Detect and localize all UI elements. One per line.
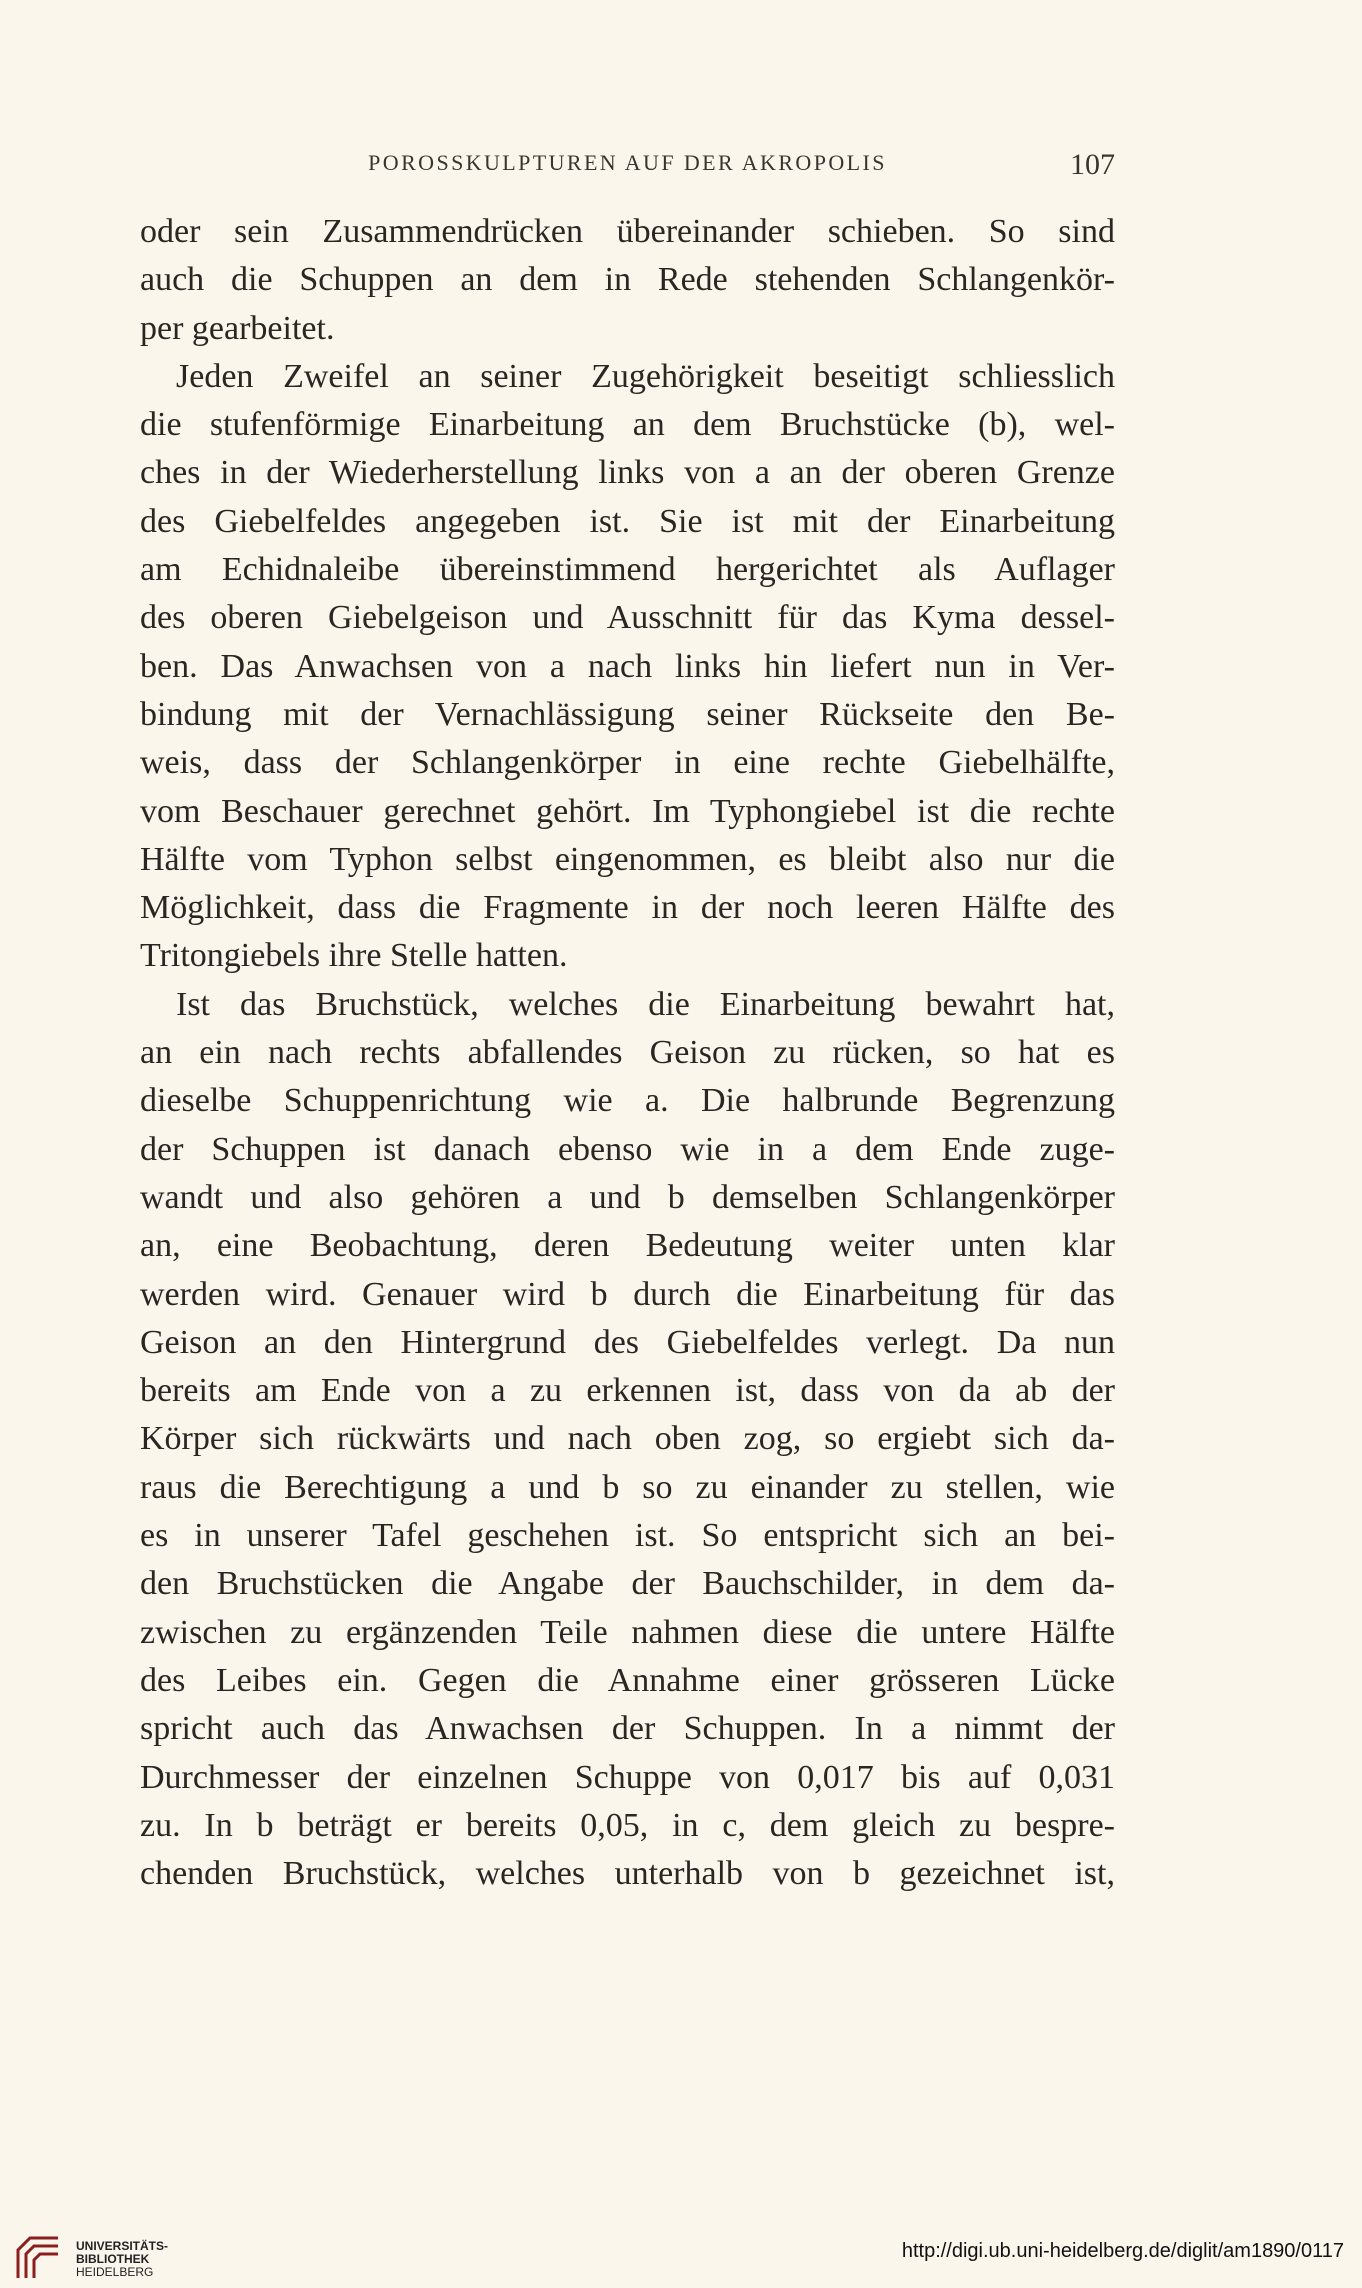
running-head [140, 150, 1115, 190]
text-line: an ein nach rechts abfallendes Geison zu rücken, so hat es [140, 1034, 1115, 1072]
text-line: Möglichkeit, dass die Fragmente in der noch leeren Hälfte des [140, 889, 1115, 927]
text-line: per gearbeitet. [140, 309, 335, 347]
text-line: den Bruchstücken die Angabe der Bauchschilder, in dem da- [140, 1565, 1115, 1603]
text-line: Tritongiebels ihre Stelle hatten. [140, 937, 568, 975]
library-line-2: BIBLIOTHEK [76, 2252, 150, 2266]
text-line: des Leibes ein. Gegen die Annahme einer grösseren Lücke [140, 1661, 1115, 1699]
text-line: des Giebelfeldes angegeben ist. Sie ist mit der Einarbeitung [140, 502, 1115, 540]
text-line: chenden Bruchstück, welches unterhalb von b gezeichnet ist, [140, 1855, 1115, 1893]
text-line: der Schuppen ist danach ebenso wie in a dem Ende zuge- [140, 1130, 1115, 1168]
text-line: vom Beschauer gerechnet gehört. Im Typhongiebel ist die rechte [140, 792, 1115, 830]
library-name [76, 2240, 168, 2279]
footer [0, 2228, 1362, 2288]
body-text [140, 208, 1115, 1898]
text-line: wandt und also gehören a und b demselben Schlangenkörper [140, 1178, 1115, 1216]
text-line: Jeden Zweifel an seiner Zugehörigkeit beseitigt schliesslich [176, 357, 1115, 395]
text-line: zu. In b beträgt er bereits 0,05, in c, dem gleich zu bespre- [140, 1806, 1115, 1844]
text-line: bindung mit der Vernachlässigung seiner Rückseite den Be- [140, 695, 1115, 733]
text-line: weis, dass der Schlangenkörper in eine rechte Giebelhälfte, [140, 744, 1115, 782]
text-line: an, eine Beobachtung, deren Bedeutung weiter unten klar [140, 1227, 1115, 1265]
library-logo-icon [14, 2234, 60, 2280]
text-line: Durchmesser der einzelnen Schuppe von 0,017 bis auf 0,031 [140, 1758, 1115, 1796]
text-line: Ist das Bruchstück, welches die Einarbeitung bewahrt hat, [176, 985, 1115, 1023]
text-line: Geison an den Hintergrund des Giebelfeldes verlegt. Da nun [140, 1323, 1115, 1361]
text-line: oder sein Zusammendrücken übereinander schieben. So sind [140, 213, 1115, 250]
text-line: auch die Schuppen an dem in Rede stehenden Schlangenkör- [140, 261, 1115, 299]
text-line: zwischen zu ergänzenden Teile nahmen diese die untere Hälfte [140, 1613, 1115, 1651]
library-line-1: UNIVERSITÄTS- [76, 2239, 169, 2253]
text-line: werden wird. Genauer wird b durch die Einarbeitung für das [140, 1275, 1115, 1313]
text-line: am Echidnaleibe übereinstimmend hergerichtet als Auflager [140, 551, 1115, 589]
text-line: spricht auch das Anwachsen der Schuppen. In a nimmt der [140, 1710, 1115, 1748]
text-line: des oberen Giebelgeison und Ausschnitt für das Kyma dessel- [140, 599, 1115, 637]
text-line: Hälfte vom Typhon selbst eingenommen, es bleibt also nur die [140, 840, 1115, 878]
text-line: ben. Das Anwachsen von a nach links hin liefert nun in Ver- [140, 647, 1115, 685]
source-url-link[interactable]: http://digi.ub.uni-heidelberg.de/diglit/am1890/0117 [901, 2240, 1344, 2262]
running-title: POROSSKULPTUREN AUF DER AKROPOLIS [368, 150, 887, 175]
text-line: ches in der Wiederherstellung links von a an der oberen Grenze [140, 454, 1115, 492]
library-line-3: HEIDELBERG [76, 2265, 154, 2279]
text-line: es in unserer Tafel geschehen ist. So entspricht sich an bei- [140, 1517, 1115, 1555]
text-line: bereits am Ende von a zu erkennen ist, dass von da ab der [140, 1372, 1115, 1410]
page-number: 107 [1070, 148, 1115, 181]
text-line: dieselbe Schuppenrichtung wie a. Die halbrunde Begrenzung [140, 1082, 1115, 1120]
text-line: Körper sich rückwärts und nach oben zog, so ergiebt sich da- [140, 1420, 1115, 1458]
text-line: die stufenförmige Einarbeitung an dem Bruchstücke (b), wel- [140, 406, 1115, 444]
text-line: raus die Berechtigung a und b so zu einander zu stellen, wie [140, 1468, 1115, 1506]
